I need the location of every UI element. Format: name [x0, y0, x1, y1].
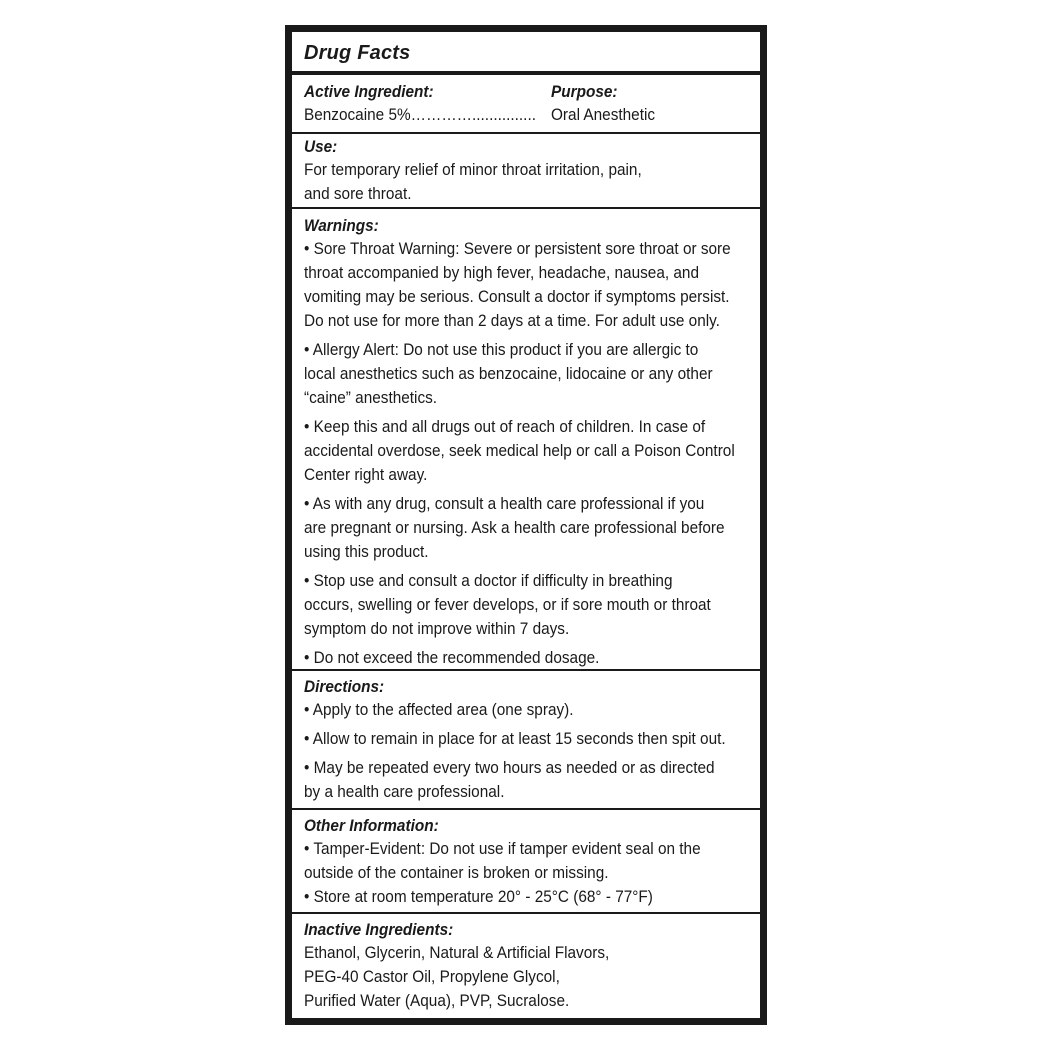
use-heading: Use: [304, 138, 338, 156]
purpose-value: Oral Anesthetic [551, 106, 656, 124]
directions-divider [292, 808, 760, 810]
direction-paragraph [304, 698, 752, 722]
inactive-ingredients-line: PEG-40 Castor Oil, Propylene Glycol, [304, 968, 560, 986]
warning-line: vomiting may be serious. Consult a doctor if symptoms persist. [304, 288, 730, 306]
inactive-ingredients-heading: Inactive Ingredients: [304, 921, 454, 939]
warnings-heading: Warnings: [304, 217, 379, 235]
warnings-section [292, 215, 760, 675]
use-line: and sore throat. [304, 185, 412, 203]
active-divider [292, 132, 760, 134]
warning-line: occurs, swelling or fever develops, or if sore mouth or throat [304, 596, 711, 614]
warning-paragraph-allergy [304, 338, 752, 410]
other-divider [292, 912, 760, 914]
warning-paragraph-sore-throat [304, 237, 752, 333]
use-divider [292, 207, 760, 209]
warning-line: using this product. [304, 543, 429, 561]
warning-paragraph-pregnant [304, 492, 752, 564]
warning-line: throat accompanied by high fever, headache, nausea, and [304, 264, 700, 282]
warnings-divider [292, 669, 760, 671]
direction-line: by a health care professional. [304, 783, 505, 801]
direction-line: • May be repeated every two hours as needed or as directed [304, 759, 715, 777]
warning-line: • Do not exceed the recommended dosage. [304, 649, 600, 667]
drug-facts-title: Drug Facts [304, 42, 411, 64]
drug-facts-title-section [292, 42, 760, 65]
warning-line: “caine” anesthetics. [304, 389, 438, 407]
use-section [292, 136, 760, 206]
inactive-ingredients-line: Purified Water (Aqua), PVP, Sucralose. [304, 992, 570, 1010]
active-ingredient-value: Benzocaine 5%…………............... [304, 106, 536, 124]
active-heading-row [304, 81, 752, 103]
warning-paragraph-stop-use [304, 569, 752, 641]
warning-line: • Sore Throat Warning: Severe or persistent sore throat or sore [304, 240, 731, 258]
direction-paragraph [304, 727, 752, 751]
warning-line: local anesthetics such as benzocaine, lidocaine or any other [304, 365, 713, 383]
inactive-ingredients-section [292, 919, 760, 1013]
directions-heading: Directions: [304, 678, 385, 696]
direction-line: • Apply to the affected area (one spray). [304, 701, 574, 719]
warning-paragraph-dosage [304, 646, 752, 670]
warning-line: accidental overdose, seek medical help or call a Poison Control [304, 442, 735, 460]
warning-paragraph-children [304, 415, 752, 487]
active-ingredient-heading: Active Ingredient: [304, 83, 434, 101]
active-value-row [304, 103, 752, 127]
warning-line: Center right away. [304, 466, 428, 484]
warning-line: Do not use for more than 2 days at a time. For adult use only. [304, 312, 720, 330]
directions-section [292, 676, 760, 809]
warning-line: symptom do not improve within 7 days. [304, 620, 570, 638]
warning-line: • As with any drug, consult a health care professional if you [304, 495, 705, 513]
warning-line: • Allergy Alert: Do not use this product if you are allergic to [304, 341, 699, 359]
use-line: For temporary relief of minor throat irritation, pain, [304, 161, 642, 179]
other-information-section [292, 815, 760, 909]
other-information-line: • Tamper-Evident: Do not use if tamper evident seal on the [304, 840, 701, 858]
warning-line: • Stop use and consult a doctor if difficulty in breathing [304, 572, 673, 590]
warning-line: • Keep this and all drugs out of reach of children. In case of [304, 418, 706, 436]
other-information-line: • Store at room temperature 20° - 25°C (68° - 77°F) [304, 888, 653, 906]
direction-line: • Allow to remain in place for at least 15 seconds then spit out. [304, 730, 726, 748]
warning-line: are pregnant or nursing. Ask a health care professional before [304, 519, 725, 537]
direction-paragraph [304, 756, 752, 804]
other-information-heading: Other Information: [304, 817, 439, 835]
inactive-ingredients-line: Ethanol, Glycerin, Natural & Artificial Flavors, [304, 944, 610, 962]
active-ingredient-section [292, 81, 760, 127]
drug-facts-panel [285, 25, 767, 1025]
title-divider [292, 71, 760, 75]
other-information-line: outside of the container is broken or missing. [304, 864, 609, 882]
purpose-heading: Purpose: [551, 83, 618, 101]
